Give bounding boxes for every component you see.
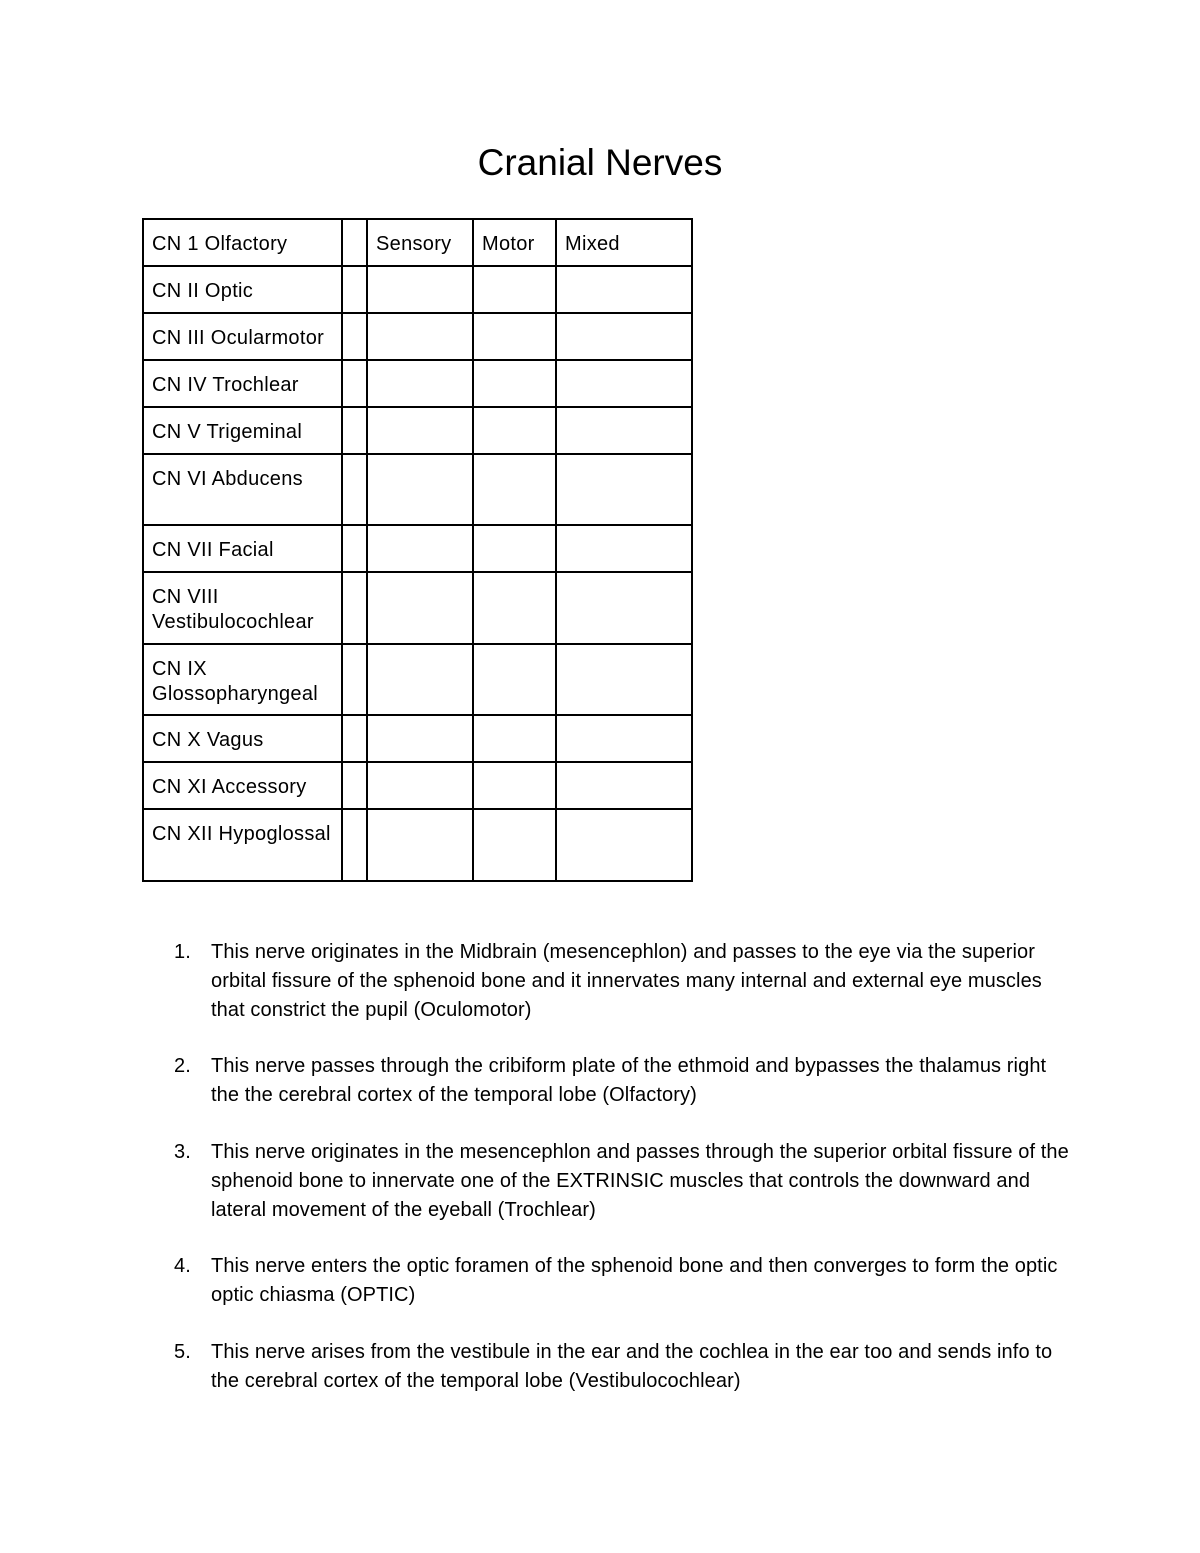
question-text: This nerve enters the optic foramen of the sphenoid bone and then converges to form the optic optic chiasma (OPTIC) [211,1255,1058,1306]
motor-cell [473,809,556,881]
blank-cell [342,266,367,313]
table-row [143,266,692,313]
table-header-row [143,219,692,266]
mixed-cell [556,762,692,809]
motor-cell [473,525,556,572]
question-text: This nerve originates in the Midbrain (mesencephlon) and passes to the eye via the superior orbital fissure of the sphenoid bone and it innervates many internal and external eye muscles that constrict the pupil (Oculomotor) [211,941,1042,1021]
header-cell-sensory: Sensory [367,219,473,266]
mixed-cell [556,809,692,881]
question-text: This nerve arises from the vestibule in the ear and the cochlea in the ear too and sends info to the cerebral cortex of the temporal lobe (Vestibulocochlear) [211,1341,1053,1392]
question-item [0,1252,1200,1338]
sensory-cell [367,266,473,313]
mixed-cell [556,313,692,360]
nerve-name-cell: CN IV Trochlear [143,360,342,407]
blank-cell [342,525,367,572]
question-text: This nerve originates in the mesencephlon and passes through the superior orbital fissure of the sphenoid bone to innervate one of the EXTRINSIC muscles that controls the downward and lateral movement of the eyeball (Trochlear) [211,1141,1069,1221]
sensory-cell [367,454,473,525]
sensory-cell [367,360,473,407]
blank-cell [342,454,367,525]
nerve-name-cell: CN VII Facial [143,525,342,572]
mixed-cell [556,407,692,454]
motor-cell [473,644,556,715]
blank-cell [342,809,367,881]
table-row [143,407,692,454]
nerve-name-cell: CN XI Accessory [143,762,342,809]
questions-list [0,938,1200,1424]
mixed-cell [556,360,692,407]
question-number: 3. [174,1141,191,1163]
blank-cell [342,313,367,360]
motor-cell [473,572,556,644]
nerve-name-cell: CN VI Abducens [143,454,342,525]
motor-cell [473,313,556,360]
motor-cell [473,360,556,407]
motor-cell [473,266,556,313]
header-cell-blank [342,219,367,266]
question-text: This nerve passes through the cribiform plate of the ethmoid and bypasses the thalamus right the the cerebral cortex of the temporal lobe (Olfactory) [211,1055,1047,1106]
nerve-name-cell: CN III Ocularmotor [143,313,342,360]
motor-cell [473,715,556,762]
mixed-cell [556,525,692,572]
table-row [143,313,692,360]
motor-cell [473,407,556,454]
table-row [143,644,692,715]
header-cell-nerve: CN 1 Olfactory [143,219,342,266]
table-row [143,809,692,881]
nerve-name-cell: CN XII Hypoglossal [143,809,342,881]
sensory-cell [367,525,473,572]
sensory-cell [367,407,473,454]
sensory-cell [367,809,473,881]
blank-cell [342,407,367,454]
mixed-cell [556,644,692,715]
blank-cell [342,715,367,762]
sensory-cell [367,572,473,644]
table-row [143,572,692,644]
page-title: Cranial Nerves [477,142,723,183]
header-cell-mixed: Mixed [556,219,692,266]
sensory-cell [367,644,473,715]
mixed-cell [556,572,692,644]
mixed-cell [556,715,692,762]
table-row [143,454,692,525]
nerve-name-cell: CN II Optic [143,266,342,313]
sensory-cell [367,762,473,809]
nerve-name-cell: CN IX Glossopharyngeal [143,644,342,715]
nerve-name-cell: CN V Trigeminal [143,407,342,454]
motor-cell [473,762,556,809]
question-item [0,938,1200,1052]
motor-cell [473,454,556,525]
question-number: 2. [174,1055,191,1077]
mixed-cell [556,454,692,525]
header-cell-motor: Motor [473,219,556,266]
nerve-name-cell: CN VIII Vestibulocochlear [143,572,342,644]
nerve-name-cell: CN X Vagus [143,715,342,762]
question-item [0,1338,1200,1424]
sensory-cell [367,715,473,762]
table-row [143,762,692,809]
table-row [143,360,692,407]
question-number: 1. [174,941,191,963]
table-row [143,525,692,572]
sensory-cell [367,313,473,360]
question-number: 5. [174,1341,191,1363]
blank-cell [342,644,367,715]
table-row [143,715,692,762]
question-number: 4. [174,1255,191,1277]
question-item [0,1052,1200,1138]
blank-cell [342,762,367,809]
question-item [0,1138,1200,1252]
blank-cell [342,572,367,644]
blank-cell [342,360,367,407]
mixed-cell [556,266,692,313]
cranial-nerves-table [142,218,693,882]
